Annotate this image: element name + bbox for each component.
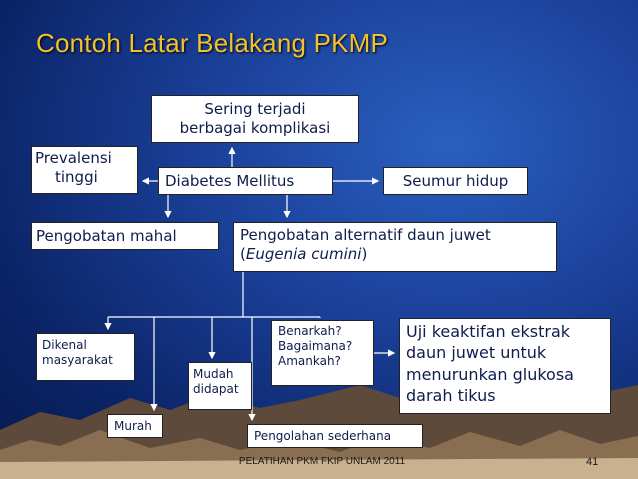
box-dikenal-masyarakat bbox=[36, 333, 135, 381]
uji-line1: Uji keaktifan ekstrak bbox=[406, 322, 571, 341]
prevalensi-line1: Prevalensi bbox=[35, 149, 112, 167]
dikenal-line2: masyarakat bbox=[42, 353, 113, 367]
komplikasi-line2: berbagai komplikasi bbox=[179, 118, 331, 137]
pertanyaan-line1: Benarkah? bbox=[278, 324, 342, 338]
box-prevalensi bbox=[31, 146, 138, 194]
mudah-line2: didapat bbox=[193, 382, 239, 396]
box-pertanyaan bbox=[271, 320, 374, 386]
uji-line3: menurunkan glukosa bbox=[406, 364, 574, 384]
komplikasi-line1: Sering terjadi bbox=[204, 100, 306, 118]
box-pengobatan-mahal: Pengobatan mahal bbox=[31, 222, 219, 250]
uji-line4: darah tikus bbox=[406, 385, 496, 405]
alternatif-line2 bbox=[240, 245, 550, 264]
box-pengolahan-sederhana: Pengolahan sederhana bbox=[247, 424, 423, 448]
prevalensi-line2: tinggi bbox=[55, 167, 98, 186]
pertanyaan-line2: Bagaimana? bbox=[278, 339, 353, 353]
alternatif-line1: Pengobatan alternatif daun juwet bbox=[240, 226, 491, 244]
pertanyaan-line3: Amankah? bbox=[278, 354, 341, 368]
alternatif-open-paren: ( bbox=[240, 244, 246, 263]
slide-footer: PELATIHAN PKM FKIP UNLAM 2011 bbox=[238, 456, 406, 467]
box-mudah-didapat bbox=[188, 362, 252, 410]
dikenal-line1: Dikenal bbox=[42, 338, 87, 352]
mudah-line1: Mudah bbox=[193, 367, 234, 381]
box-seumur-hidup: Seumur hidup bbox=[383, 167, 528, 195]
box-komplikasi bbox=[151, 95, 359, 143]
alternatif-close-paren: ) bbox=[361, 244, 368, 263]
slide-title: Contoh Latar Belakang PKMP bbox=[36, 28, 389, 58]
alternatif-latin-name: Eugenia cumini bbox=[245, 244, 362, 263]
uji-line2: daun juwet untuk bbox=[406, 343, 547, 363]
box-murah: Murah bbox=[107, 414, 163, 438]
page-number: 41 bbox=[586, 456, 599, 468]
box-pengobatan-alternatif bbox=[233, 222, 557, 272]
box-diabetes: Diabetes Mellitus bbox=[158, 167, 333, 195]
box-uji-keaktifan bbox=[399, 318, 611, 414]
